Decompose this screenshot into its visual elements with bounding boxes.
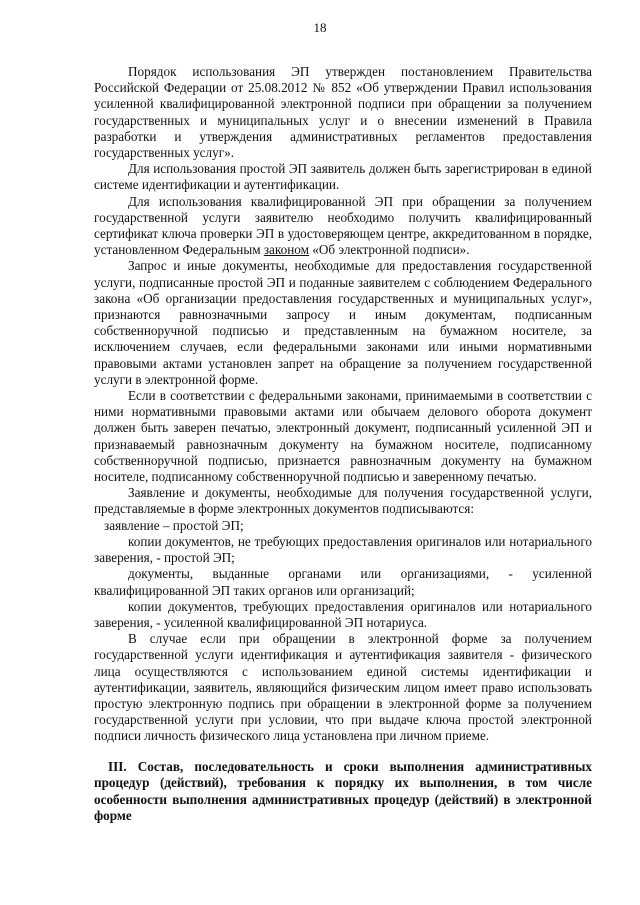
- paragraph-identification: В случае если при обращении в электронной форме за получением государственной услуги идентификация и аутентификация заявителя - физического лица осуществляются с использованием единой системы идентификации и аутентификации, заявитель, являющийся физическим лицом имеет право использовать простую электронную подпись при обращении в электронной форме за получением государственной услуги при условии, что при выдаче ключа простой электронной подписи личность физического лица установлена при личном приеме.: [94, 631, 592, 744]
- federal-law-link[interactable]: законом: [263, 242, 309, 258]
- paragraph-simple-ep: Для использования простой ЭП заявитель должен быть зарегистрирован в единой системе идентификации и аутентификации.: [94, 161, 592, 193]
- list-item-copies-simple: копии документов, не требующих предоставления оригиналов или нотариального заверения, - простой ЭП;: [94, 533, 592, 566]
- section-heading: III. Состав, последовательность и сроки выполнения административных процедур (действий), требования к порядку их выполнения, в том числе особенности выполнения административных процедур (действий) в электронной форме: [94, 758, 592, 824]
- document-body: [94, 64, 592, 825]
- page-number: 18: [313, 20, 327, 35]
- paragraph-signing-rules: Заявление и документы, необходимые для получения государственной услуги, представляемые в форме электронных документов подписываются:: [94, 485, 592, 517]
- list-item-application: заявление – простой ЭП;: [104, 517, 244, 533]
- paragraph-qualified-ep: [94, 194, 592, 259]
- paragraph-seal-equivalence: Если в соответствии с федеральными законами, принимаемыми в соответствии с ними нормативными правовыми актами или обычаем делового оборота документ должен быть заверен печатью, электронный документ, подписанный усиленной ЭП и признаваемый равнозначным документу на бумажном носителе, подписанному собственноручной подписью, признается равнозначным документу на бумажном носителе, подписанному собственноручной подписью и заверенному печатью.: [94, 388, 592, 485]
- section-gap: [94, 745, 592, 759]
- qualified-ep-text-end: «Об электронной подписи».: [308, 242, 470, 258]
- list-item-issued-documents: документы, выданные органами или организациями, - усиленной квалифицированной ЭП таких органов или организаций;: [94, 566, 592, 598]
- qualified-ep-text: Для использования квалифицированной ЭП при обращении за получением государственной услуги заявителю необходимо получить квалифицированный сертификат ключа проверки ЭП в удостоверяющем центре, аккредитованном в порядке, установленном Федеральным: [94, 193, 592, 258]
- paragraph-request-documents: Запрос и иные документы, необходимые для предоставления государственной услуги, подписанные простой ЭП и поданные заявителем с соблюдением Федерального закона «Об организации предоставления государственных и муниципальных услуг», признаются равнозначными запросу и иным документам, подписанным собственноручной подписью и представленным на бумажном носителе, за исключением случаев, если федеральными законами или иными нормативными правовыми актами установлен запрет на обращение за получением государственной услуги в электронной форме.: [94, 258, 592, 387]
- paragraph-ep-procedure: Порядок использования ЭП утвержден постановлением Правительства Российской Федерации от 25.08.2012 № 852 «Об утверждении Правил использования усиленной квалифицированной электронной подписи при обращении за получением государственных и муниципальных услуг и о внесении изменений в Правила разработки и утверждения административных регламентов предоставления государственных услуг».: [94, 64, 592, 161]
- list-item-copies-notary: копии документов, требующих предоставления оригиналов или нотариального заверения, - усиленной квалифицированной ЭП нотариуса.: [94, 598, 592, 630]
